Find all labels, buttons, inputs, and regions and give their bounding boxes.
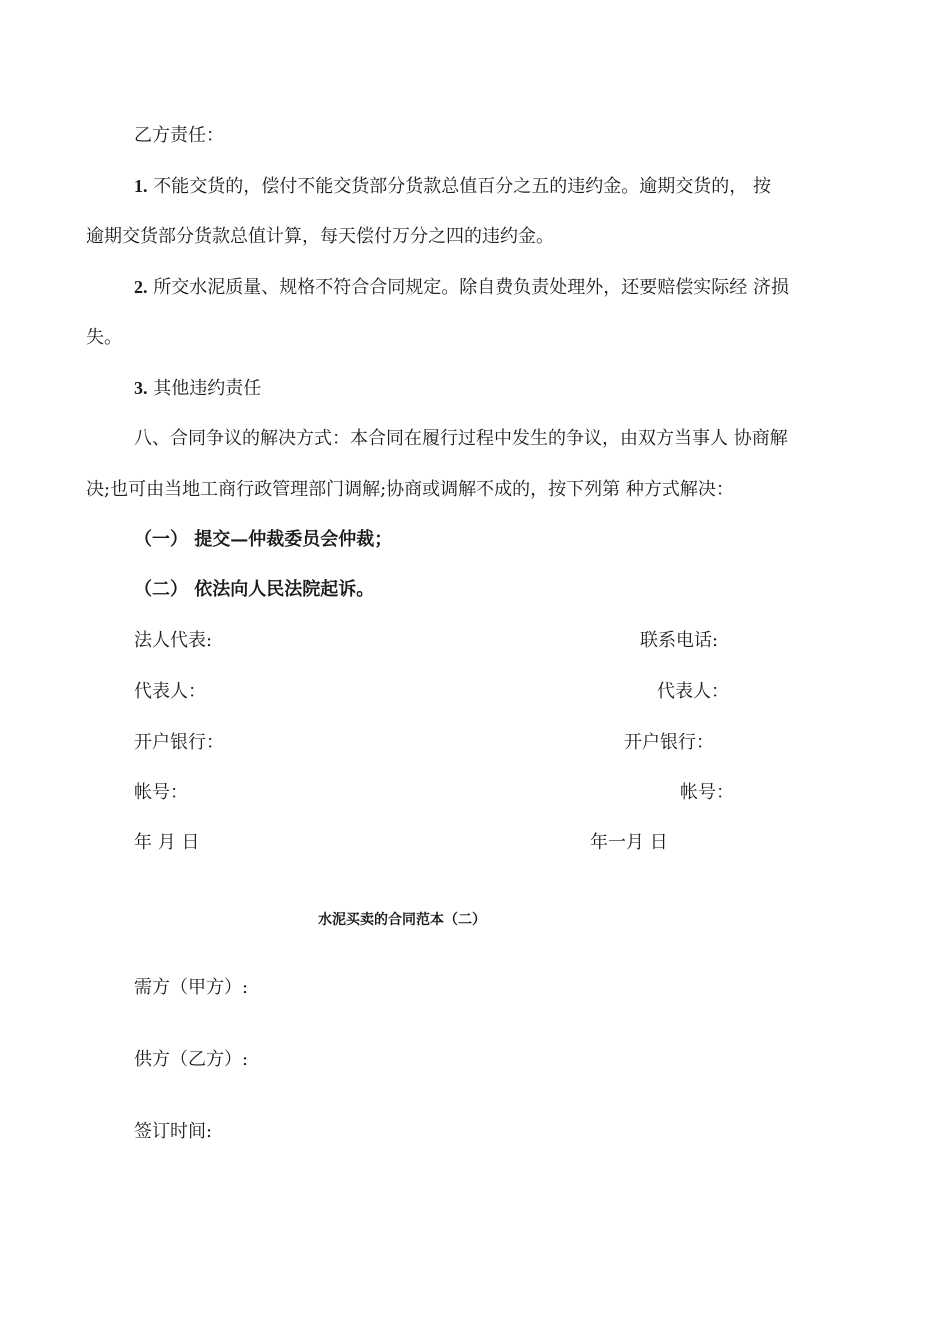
- contract-2-title: 水泥买卖的合同范本（二）: [318, 912, 486, 928]
- dispute-option-1: （一） 提交—仲裁委员会仲裁；: [134, 529, 393, 550]
- rep-label-left: 代表人：: [134, 681, 206, 702]
- clause-2-number: 2.: [134, 277, 148, 297]
- dispute-option-2: （二） 依法向人民法院起诉。: [134, 579, 375, 600]
- clause-3: [134, 376, 261, 401]
- clause-2-line-1: [134, 275, 789, 300]
- clause-1-number: 1.: [134, 176, 148, 196]
- dispute-line-2: 决;也可由当地工商行政管理部门调解;协商或调解不成的，按下列第 种方式解决：: [86, 479, 734, 500]
- buyer-label: 需方（甲方）:: [134, 977, 249, 998]
- seller-label: 供方（乙方）:: [134, 1049, 249, 1070]
- bank-label-right: 开户银行：: [624, 732, 714, 753]
- date-left: 年 月 日: [134, 832, 200, 853]
- phone-label-right: 联系电话:: [640, 630, 719, 651]
- clause-1-line-1: [134, 174, 771, 199]
- party-b-heading: 乙方责任：: [134, 125, 224, 146]
- account-label-right: 帐号：: [680, 782, 734, 803]
- clause-1-line-2: 逾期交货部分货款总值计算，每天偿付万分之四的违约金。: [86, 226, 554, 247]
- legal-rep-label-left: 法人代表:: [134, 630, 213, 651]
- dispute-line-1: 八、合同争议的解决方式：本合同在履行过程中发生的争议，由双方当事人 协商解: [134, 428, 788, 449]
- bank-label-left: 开户银行：: [134, 732, 224, 753]
- rep-label-right: 代表人：: [657, 681, 729, 702]
- clause-2-text: 所交水泥质量、规格不符合合同规定。除自费负责处理外，还要赔偿实际经 济损: [147, 277, 789, 298]
- account-label-left: 帐号：: [134, 782, 188, 803]
- sign-time-label: 签订时间:: [134, 1121, 213, 1142]
- clause-3-text: 其他违约责任: [147, 378, 262, 399]
- clause-2-line-2: 失。: [86, 327, 122, 348]
- clause-3-number: 3.: [134, 378, 148, 398]
- clause-1-text: 不能交货的，偿付不能交货部分货款总值百分之五的违约金。逾期交货的， 按: [147, 176, 771, 197]
- date-right: 年一月 日: [590, 832, 668, 853]
